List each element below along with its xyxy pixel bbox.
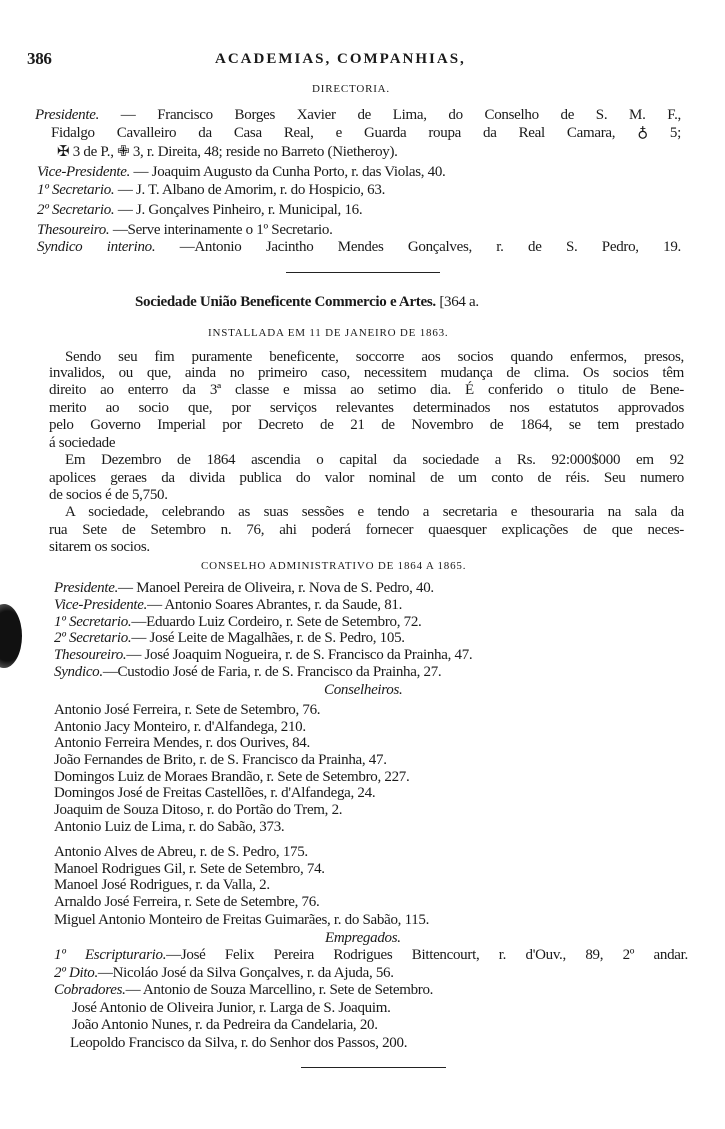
officer-line [54, 663, 441, 681]
sociedade-ref: [364 a. [439, 294, 479, 310]
list-item: Antonio Jacy Monteiro, r. d'Alfandega, 210. [54, 719, 306, 735]
list-item: Miguel Antonio Monteiro de Freitas Guimarães, r. do Sabão, 115. [54, 912, 430, 928]
list-item: Domingos Luiz de Moraes Brandão, r. Sete de Setembro, 227. [54, 769, 410, 785]
running-title: ACADEMIAS, COMPANHIAS, [215, 51, 466, 67]
role-label: Syndico. [54, 664, 103, 680]
paragraph-line: pelo Governo Imperial por Decreto de 21 de Novembro de 1864, se tem prestado [49, 417, 684, 433]
list-item: Manoel Rodrigues Gil, r. Sete de Setembro, 74. [54, 861, 325, 877]
paragraph-line: sitarem os socios. [49, 539, 150, 555]
role-label: Syndico interino. [37, 239, 156, 255]
entry-text: —Serve interinamente o 1º Secretario. [109, 222, 333, 238]
page-number: 386 [27, 49, 52, 68]
role-label: Presidente. [35, 107, 100, 123]
entry-text: — José Leite de Magalhães, r. de S. Pedro, 105. [131, 630, 405, 646]
employee-line: José Antonio de Oliveira Junior, r. Larga de S. Joaquim. [72, 1000, 391, 1016]
entry-text: — Manoel Pereira de Oliveira, r. Nova de S. Pedro, 40. [118, 580, 434, 596]
paragraph-line: merito ao socio que, por serviços relevantes determinados nos estatutos approvados [49, 400, 684, 416]
role-label: 1º Secretario. [37, 182, 115, 198]
directoria-line [35, 106, 681, 124]
employee-line [54, 981, 433, 999]
paragraph-line: á sociedade [49, 435, 116, 451]
entry-text: — Antonio de Souza Marcellino, r. Sete de Setembro. [125, 982, 434, 998]
employee-line [54, 964, 394, 982]
entry-text: — Antonio Soares Abrantes, r. da Saude, 81. [147, 597, 403, 613]
paragraph-line: invalidos, ou que, ainda no primeiro caso, necessitem mudança de clima. Os socios têm [49, 365, 684, 381]
directoria-line [37, 201, 362, 219]
paragraph-line: de socios é de 5,750. [49, 487, 168, 503]
installed-date: INSTALLADA EM 11 DE JANEIRO DE 1863. [208, 327, 449, 339]
entry-text: — J. Gonçalves Pinheiro, r. Municipal, 16. [114, 202, 363, 218]
list-item: Joaquim de Souza Ditoso, r. do Portão do Trem, 2. [54, 802, 343, 818]
paragraph-line: apolices geraes da divida publica do valor nominal de um conto de réis. Seu numero [49, 470, 684, 486]
list-item: Antonio Ferreira Mendes, r. dos Ourives, 84. [54, 735, 310, 751]
section-divider [286, 272, 440, 273]
role-label: 2º Dito. [54, 965, 98, 981]
list-item: Antonio José Ferreira, r. Sete de Setembro, 76. [54, 702, 321, 718]
directoria-line: Fidalgo Cavalleiro da Casa Real, e Guarda roupa da Real Camara, ♁ 5; [51, 125, 681, 141]
role-label: 2º Secretario. [54, 630, 132, 646]
role-label: Vice-Presidente. [54, 597, 148, 613]
ink-blot [0, 604, 22, 668]
role-label: Thesoureiro. [37, 222, 110, 238]
directoria-line [37, 163, 446, 181]
list-item: João Fernandes de Brito, r. de S. Francisco da Prainha, 47. [54, 752, 387, 768]
sociedade-title: Sociedade União Beneficente Commercio e Artes. [135, 294, 436, 310]
role-label: Thesoureiro. [54, 647, 127, 663]
entry-text: —Eduardo Luiz Cordeiro, r. Sete de Setembro, 72. [131, 614, 422, 630]
directoria-line [37, 181, 385, 199]
directoria-heading: DIRECTORIA. [312, 83, 390, 95]
conselheiros-heading: Conselheiros. [324, 682, 403, 698]
officer-line [54, 629, 405, 647]
employee-line [54, 946, 688, 964]
employee-line: João Antonio Nunes, r. da Pedreira da Candelaria, 20. [72, 1017, 378, 1033]
entry-text: — Francisco Borges Xavier de Lima, do Conselho de S. M. F., [99, 107, 681, 123]
paragraph-line: rua Sete de Setembro n. 76, ahi poderá fornecer quaesquer explicações de que neces- [49, 522, 684, 538]
entry-text: — Joaquim Augusto da Cunha Porto, r. das Violas, 40. [130, 164, 446, 180]
role-label: Presidente. [54, 580, 119, 596]
paragraph-line: A sociedade, celebrando as suas sessões e tendo a secretaria e thesouraria na sala da [65, 504, 684, 520]
list-item: Domingos José de Freitas Castellões, r. d'Alfandega, 24. [54, 785, 376, 801]
entry-text: —José Felix Pereira Rodrigues Bittencourt, r. d'Ouv., 89, 2º andar. [166, 947, 688, 963]
entry-text: —Nicoláo José da Silva Gonçalves, r. da Ajuda, 56. [97, 965, 394, 981]
empregados-heading: Empregados. [325, 930, 401, 946]
sociedade-title-line [135, 293, 479, 311]
directoria-line: ✠ 3 de P., ✙ 3, r. Direita, 48; reside no Barreto (Nietheroy). [57, 144, 398, 160]
entry-text: — J. T. Albano de Amorim, r. do Hospicio, 63. [114, 182, 386, 198]
list-item: Antonio Luiz de Lima, r. do Sabão, 373. [54, 819, 285, 835]
paragraph-line: Sendo seu fim puramente beneficente, soccorre aos socios quando enfermos, presos, [65, 349, 684, 365]
role-label: 1º Secretario. [54, 614, 132, 630]
directoria-line [37, 221, 333, 239]
entry-text: — José Joaquim Nogueira, r. de S. Francisco da Prainha, 47. [126, 647, 473, 663]
list-item: Arnaldo José Ferreira, r. Sete de Setembre, 76. [54, 894, 320, 910]
officer-line [54, 596, 402, 614]
role-label: 1º Escripturario. [54, 947, 167, 963]
section-divider [301, 1067, 446, 1068]
list-item: Manoel José Rodrigues, r. da Valla, 2. [54, 877, 270, 893]
employee-line: Leopoldo Francisco da Silva, r. do Senhor dos Passos, 200. [70, 1035, 408, 1051]
entry-text: —Antonio Jacintho Mendes Gonçalves, r. de S. Pedro, 19. [155, 239, 681, 255]
paragraph-line: direito ao enterro da 3ª classe e missa ao setimo dia. É conferido o titulo de Bene- [49, 382, 684, 398]
conselho-heading: CONSELHO ADMINISTRATIVO DE 1864 A 1865. [201, 560, 467, 572]
role-label: 2º Secretario. [37, 202, 115, 218]
list-item: Antonio Alves de Abreu, r. de S. Pedro, 175. [54, 844, 308, 860]
directoria-line [37, 238, 681, 256]
officer-line [54, 646, 472, 664]
entry-text: —Custodio José de Faria, r. de S. Francisco da Prainha, 27. [102, 664, 442, 680]
officer-line [54, 579, 434, 597]
role-label: Cobradores. [54, 982, 126, 998]
paragraph-line: Em Dezembro de 1864 ascendia o capital da sociedade a Rs. 92:000$000 em 92 [65, 452, 684, 468]
role-label: Vice-Presidente. [37, 164, 131, 180]
